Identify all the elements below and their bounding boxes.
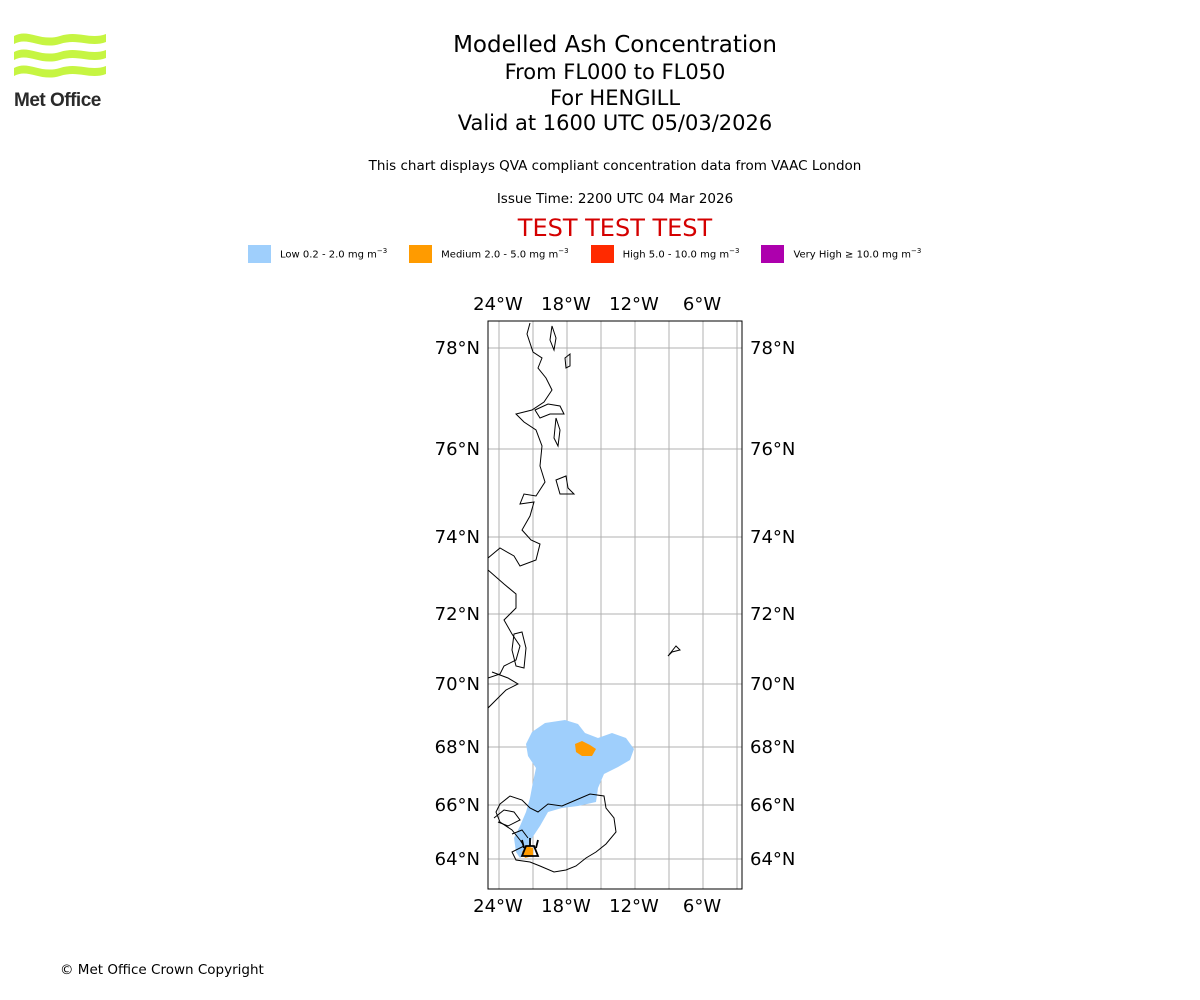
lat-tick-left: 72°N [434,604,480,625]
lat-tick-right: 78°N [750,338,796,359]
lat-tick-right: 66°N [750,795,796,816]
lon-tick-bottom: 24°W [473,896,523,917]
legend-label-high: High 5.0 - 10.0 mg $m^{-3}$ [622,247,740,261]
lat-tick-right: 70°N [750,674,796,695]
legend-label-very-high: Very High ≥ 10.0 mg $m^{-3}$ [793,247,922,261]
lon-tick-top: 6°W [682,294,722,315]
lat-tick-left: 70°N [434,674,480,695]
lon-tick-top: 18°W [541,294,591,315]
chart-title: Modelled Ash Concentration [453,32,777,58]
lat-labels-right [750,338,795,870]
lon-tick-bottom: 12°W [609,896,659,917]
lon-labels-top [473,294,721,315]
lon-tick-bottom: 6°W [682,896,722,917]
lon-labels-bottom [473,896,721,917]
lat-tick-right: 76°N [750,439,796,460]
issue-time: Issue Time: 2200 UTC 04 Mar 2026 [496,191,734,207]
lat-tick-left: 68°N [434,737,480,758]
compliance-note: This chart displays QVA compliant concentration data from VAAC London [368,158,862,174]
copyright-notice: © Met Office Crown Copyright [60,962,264,978]
lat-tick-left: 76°N [434,439,480,460]
lat-tick-right: 64°N [750,849,796,870]
lat-labels-left [435,338,480,870]
logo-text: Met Office [14,90,101,111]
lon-tick-top: 12°W [609,294,659,315]
legend-label-low: Low 0.2 - 2.0 mg $m^{-3}$ [280,247,388,261]
lon-tick-bottom: 18°W [541,896,591,917]
lat-tick-right: 74°N [750,527,796,548]
lat-tick-left: 66°N [434,795,480,816]
lat-tick-left: 64°N [434,849,480,870]
flight-level-range: From FL000 to FL050 [504,60,726,84]
lat-tick-left: 74°N [434,527,480,548]
valid-time: Valid at 1600 UTC 05/03/2026 [457,111,773,135]
lon-tick-top: 24°W [473,294,523,315]
lat-tick-right: 72°N [750,604,796,625]
lat-tick-left: 78°N [434,338,480,359]
lat-tick-right: 68°N [750,737,796,758]
test-banner: TEST TEST TEST [517,214,713,242]
legend-label-medium: Medium 2.0 - 5.0 mg $m^{-3}$ [441,247,569,261]
volcano-name: For HENGILL [549,85,681,110]
